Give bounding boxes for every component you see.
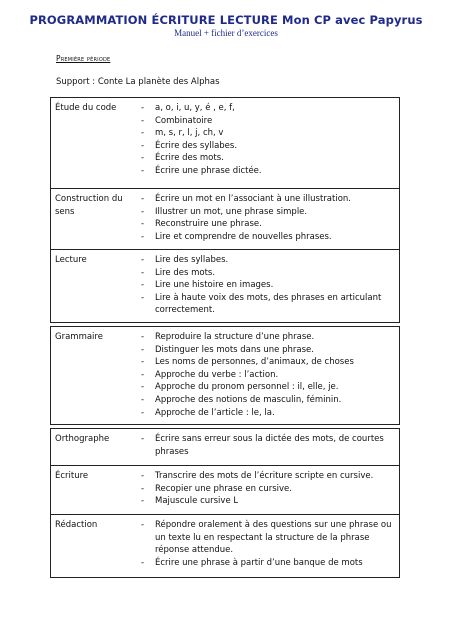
list-item: - Approche du verbe : l’action.	[141, 369, 393, 382]
list-item: - Combinatoire	[141, 115, 393, 128]
list-item: - Lire à haute voix des mots, des phrases en articulant correctement.	[141, 292, 393, 317]
category-label: Rédaction	[55, 520, 98, 530]
table-row-orthographe	[50, 428, 400, 466]
list-item: - a, o, i, u, y, é , e, f,	[141, 102, 393, 115]
list-item: - Lire des syllabes.	[141, 254, 393, 267]
table-row-redaction	[50, 514, 400, 578]
list-item: - Écrire des syllabes.	[141, 140, 393, 153]
list-item: - Transcrire des mots de l’écriture scripte en cursive.	[141, 470, 393, 483]
list-item: - Les noms de personnes, d’animaux, de choses	[141, 356, 393, 369]
category-label: Écriture	[55, 471, 89, 481]
item-list	[141, 254, 393, 317]
list-item: - Approche des notions de masculin, féminin.	[141, 394, 393, 407]
list-item: - Reproduire la structure d’une phrase.	[141, 331, 393, 344]
list-item: - Reconstruire une phrase.	[141, 218, 393, 231]
table-row-construction-du-sens	[50, 188, 400, 250]
list-item: - Écrire sans erreur sous la dictée des mots, de courtes phrases	[141, 433, 393, 458]
page-title: PROGRAMMATION ÉCRITURE LECTURE Mon CP avec Papyrus	[29, 13, 423, 27]
category-label: Orthographe	[55, 434, 110, 444]
category-label: Construction du sens	[55, 194, 123, 217]
table-row-lecture	[50, 249, 400, 323]
list-item: - Écrire des mots.	[141, 152, 393, 165]
table-row-grammaire	[50, 326, 400, 425]
list-item: - Lire une histoire en images.	[141, 279, 393, 292]
item-list	[141, 433, 393, 458]
item-list	[141, 331, 393, 419]
table-row-ecriture	[50, 465, 400, 515]
list-item: - Écrire une phrase dictée.	[141, 165, 393, 178]
list-item: - Distinguer les mots dans une phrase.	[141, 344, 393, 357]
list-item: - Illustrer un mot, une phrase simple.	[141, 206, 393, 219]
category-label: Lecture	[55, 255, 87, 265]
list-item: - Approche du pronom personnel : il, elle, je.	[141, 381, 393, 394]
list-item: - Approche de l’article : le, la.	[141, 407, 393, 420]
list-item: - Majuscule cursive L	[141, 495, 393, 508]
item-list	[141, 193, 393, 243]
list-item: - m, s, r, l, j, ch, v	[141, 127, 393, 140]
list-item: - Recopier une phrase en cursive.	[141, 483, 393, 496]
item-list	[141, 519, 393, 569]
page-subtitle: Manuel + fichier d’exercices	[174, 28, 278, 38]
list-item: - Lire et comprendre de nouvelles phrases.	[141, 231, 393, 244]
item-list	[141, 102, 393, 178]
item-list	[141, 470, 393, 508]
list-item: - Lire des mots.	[141, 267, 393, 280]
period-heading: Première période	[56, 54, 111, 63]
category-label: Grammaire	[55, 332, 103, 342]
support-line: Support : Conte La planète des Alphas	[56, 77, 220, 87]
table-row-etude-du-code	[50, 97, 400, 189]
list-item: - Écrire une phrase à partir d’une banque de mots	[141, 557, 393, 570]
list-item: - Écrire un mot en l’associant à une illustration.	[141, 193, 393, 206]
list-item: - Répondre oralement à des questions sur une phrase ou un texte lu en respectant la structure de la phrase réponse attendue.	[141, 519, 393, 557]
category-label: Étude du code	[55, 103, 117, 113]
